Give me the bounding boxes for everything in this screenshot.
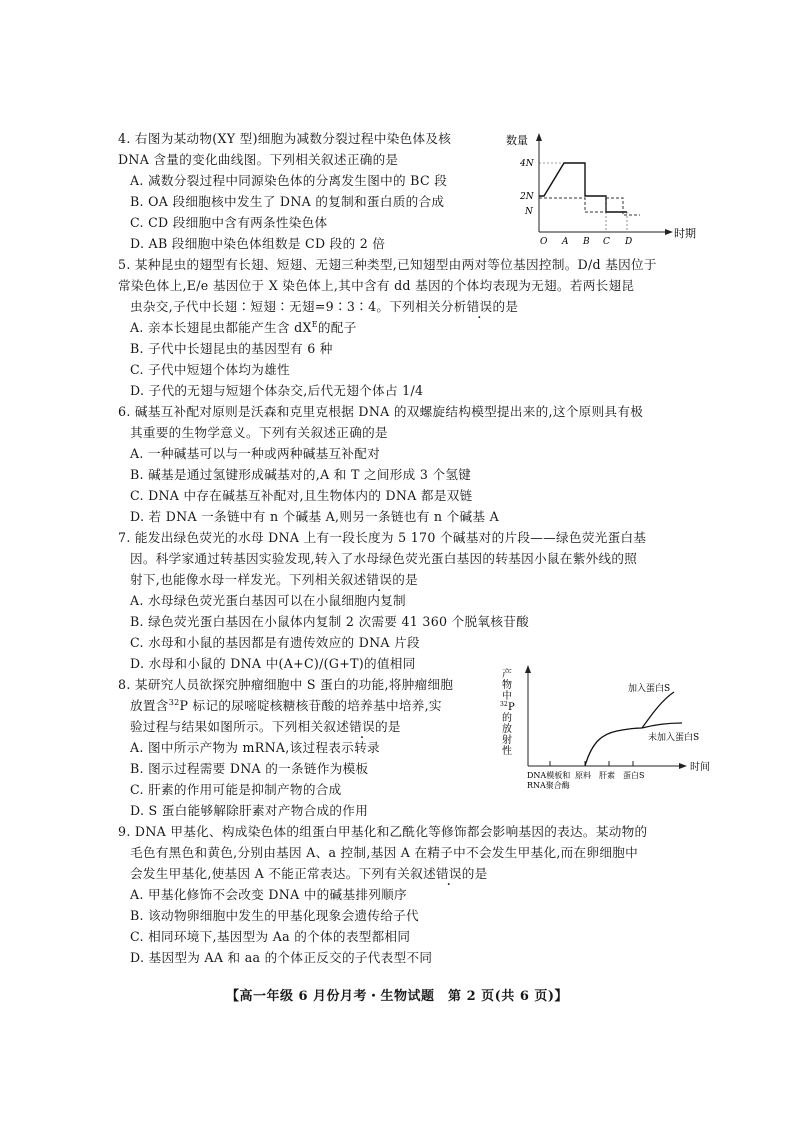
q4-y-tick-2n: 2N (520, 192, 534, 202)
q5-stem-line3: 虫杂交,子代中长翅∶短翅∶无翅=9∶3∶4。下列相关分析错误的是 (130, 299, 519, 314)
q8-radioactivity-chart (492, 664, 724, 796)
q8-x-tick-2: 原料 (575, 771, 591, 780)
q8-x-axis-arrow (679, 763, 687, 769)
q4-option-a: A. 减数分裂过程中同源染色体的分离发生图中的 BC 段 (130, 173, 448, 188)
q6-stem-line1: 6. 碱基互补配对原则是沃森和克里克根据 DNA 的双螺旋结构模型提出来的,这个原则具有极 (118, 404, 644, 419)
q8-y-label-4: P (508, 702, 515, 713)
q5-stem-line2: 常染色体上,E/e 基因位于 X 染色体上,其中含有 dd 基因的个体均表现为无翅。若两长翅昆 (118, 278, 635, 293)
q8-curve-with-s (642, 692, 674, 728)
q4-y-tick-n: N (525, 207, 533, 217)
q9-option-c: C. 相同环境下,基因型为 Aa 的个体的表型都相同 (130, 929, 411, 944)
q9-option-b: B. 该动物卵细胞中发生的甲基化现象会遗传给子代 (130, 908, 419, 923)
q8-y-label-3: 中 (502, 691, 512, 702)
q7-option-b: B. 绿色荧光蛋白基因在小鼠体内复制 2 次需要 41 360 个脱氧核苷酸 (130, 614, 530, 629)
q6-option-d: D. 若 DNA 一条链中有 n 个碱基 A,则另一条链也有 n 个碱基 A (130, 509, 499, 524)
q8-x-tick-4: 蛋白S (623, 771, 645, 780)
q8-y-label-sup: 32 (500, 701, 508, 708)
q4-dna-curve (539, 163, 627, 212)
q7-option-c: C. 水母和小鼠的基因都是有遗传效应的 DNA 片段 (130, 635, 420, 650)
q8-stem-line2: 放置含$^{32}$P 标记的尿嘧啶核糖核苷酸的培养基中培养,实 (130, 697, 442, 713)
q7-stem-line2: 因。科学家通过转基因实验发现,转入了水母绿色荧光蛋白基因的转基因小鼠在紫外线的照 (130, 551, 638, 566)
q8-series-with-s: 加入蛋白S (628, 684, 671, 694)
page-footer: 【高一年级 6 月份月考・生物试题 第 2 页(共 6 页)】 (225, 989, 569, 1004)
q8-x-tick-1b: RNA聚合酶 (527, 781, 570, 790)
q5-option-b: B. 子代中长翅昆虫的基因型有 6 种 (130, 341, 333, 356)
q4-option-d: D. AB 段细胞中染色体组数是 CD 段的 2 倍 (130, 236, 386, 251)
q4-chromosome-dna-chart (500, 128, 700, 248)
q8-option-a: A. 图中所示产物为 mRNA,该过程表示转录 (130, 740, 380, 755)
q4-stem-line2: DNA 含量的变化曲线图。下列相关叙述正确的是 (118, 152, 399, 167)
q8-x-axis-label: 时间 (690, 762, 710, 773)
q4-option-c: C. CD 段细胞中含有两条性染色体 (130, 215, 328, 230)
q8-y-label-1: 产 (502, 669, 512, 680)
q4-x-tick-b: B (583, 237, 590, 247)
q8-curve-baseline (585, 728, 642, 766)
q5-option-c: C. 子代中短翅个体均为雄性 (130, 362, 290, 377)
q6-stem-line2: 其重要的生物学意义。下列有关叙述正确的是 (130, 425, 388, 440)
q8-option-c: C. 肝素的作用可能是抑制产物的合成 (130, 782, 342, 797)
q9-option-d: D. 基因型为 AA 和 aa 的个体正反交的子代表型不同 (130, 950, 433, 965)
q8-stem-line1: 8. 某研究人员欲探究肿瘤细胞中 S 蛋白的功能,将肿瘤细胞 (118, 677, 454, 692)
q5-option-a: A. 亲本长翅昆虫都能产生含 $dX^E$的配子 (130, 319, 357, 335)
q7-stem-line3: 射下,也能像水母一样发光。下列相关叙述错误的是 (130, 572, 418, 587)
q9-stem-line2: 毛色有黑色和黄色,分别由基因 A、a 控制,基因 A 在精子中不会发生甲基化,而在卵细胞中 (130, 845, 639, 860)
q4-stem-line1: 4. 右图为某动物(XY 型)细胞为减数分裂过程中染色体及核 (118, 131, 452, 146)
q8-x-tick-1a: DNA模板和 (527, 771, 571, 780)
q9-option-a: A. 甲基化修饰不会改变 DNA 中的碱基排列顺序 (130, 887, 407, 902)
q6-option-b: B. 碱基是通过氢键形成碱基对的,A 和 T 之间形成 3 个氢键 (130, 467, 472, 482)
q8-curve-without-s (642, 723, 682, 728)
q7-stem-line1: 7. 能发出绿色荧光的水母 DNA 上有一段长度为 5 170 个碱基对的片段——绿色荧光蛋白基 (118, 530, 647, 545)
q8-y-axis-arrow (525, 665, 531, 673)
q4-x-tick-a: A (562, 237, 569, 247)
q4-y-tick-4n: 4N (520, 159, 534, 169)
q8-option-d: D. S 蛋白能够解除肝素对产物合成的作用 (130, 803, 369, 818)
q4-x-axis-label: 时期 (674, 227, 696, 240)
q8-y-label-7: 射 (502, 735, 512, 746)
q9-stem-line3: 会发生甲基化,使基因 A 不能正常表达。下列有关叙述错误的是 (130, 866, 488, 881)
q7-option-a: A. 水母绿色荧光蛋白基因可以在小鼠细胞内复制 (130, 593, 406, 608)
q6-option-a: A. 一种碱基可以与一种或两种碱基互补配对 (130, 446, 381, 461)
q8-y-label-6: 放 (502, 724, 512, 735)
q7-option-d: D. 水母和小鼠的 DNA 中(A+C)/(G+T)的值相同 (130, 656, 416, 671)
q4-y-axis-arrow (536, 133, 542, 141)
q9-stem-line1: 9. DNA 甲基化、构成染色体的组蛋白甲基化和乙酰化等修饰都会影响基因的表达。某动物的 (118, 824, 648, 839)
q4-x-tick-c: C (603, 237, 610, 247)
q8-y-label-8: 性 (502, 746, 512, 757)
q8-option-b: B. 图示过程需要 DNA 的一条链作为模板 (130, 761, 369, 776)
q8-y-label-2: 物 (502, 680, 512, 691)
q4-x-tick-d: D (625, 237, 633, 247)
q8-y-label-5: 的 (502, 713, 512, 724)
q8-x-tick-3: 肝素 (599, 771, 615, 780)
q4-x-axis-arrow (665, 229, 673, 235)
q5-stem-line1: 5. 某种昆虫的翅型有长翅、短翅、无翅三种类型,已知翅型由两对等位基因控制。D/d 基因位于 (118, 257, 657, 272)
q6-option-c: C. DNA 中存在碱基互补配对,且生物体内的 DNA 都是双链 (130, 488, 473, 503)
q4-x-tick-o: O (540, 237, 548, 247)
q8-series-without-s: 未加入蛋白S (648, 733, 700, 743)
q4-y-axis-label: 数量 (506, 134, 528, 147)
q4-option-b: B. OA 段细胞核中发生了 DNA 的复制和蛋白质的合成 (130, 194, 445, 209)
q5-option-d: D. 子代的无翅与短翅个体杂交,后代无翅个体占 1/4 (130, 383, 424, 398)
q8-stem-line3: 验过程与结果如图所示。下列相关叙述错误的是 (130, 719, 401, 734)
